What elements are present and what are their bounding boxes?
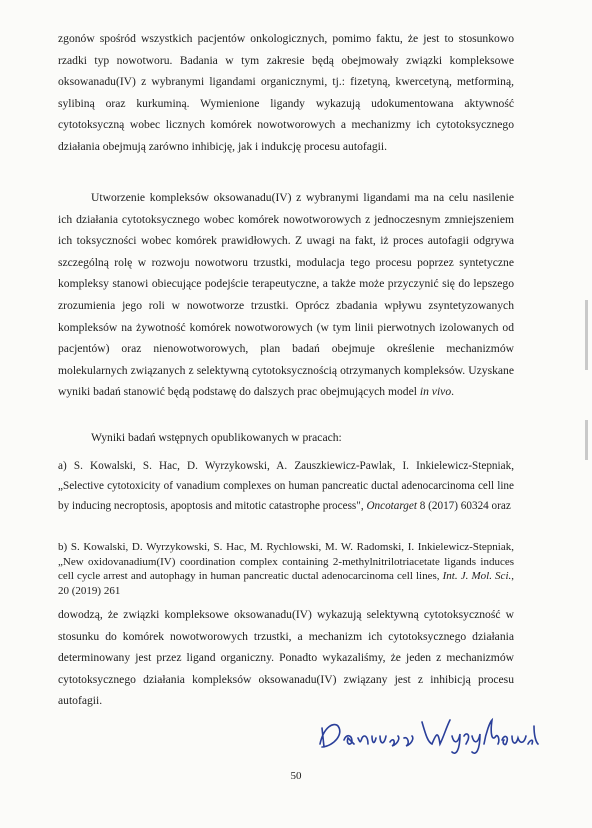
- paragraph-conclusion: dowodzą, że związki kompleksowe oksowanadu(IV) wykazują selektywną cytotoksyczność w stosunku do komórek nowotworowych trzustki, a mechanizm ich cytotoksycznego działania determinowany jest przez ligand organiczny. Ponadto wykazaliśmy, że jeden z mechanizmów cytotoksycznego działania kompleksów oksowanadu(IV) związany jest z inhibicją procesu autofagii.: [58, 608, 514, 708]
- paragraph-intro: zgonów spośród wszystkich pacjentów onkologicznych, pomimo faktu, że jest to stosunkowo rzadki typ nowotworu. Badania w tym zakresie będą obejmowały związki kompleksowe oksowanadu(IV) z wybranymi ligandami organicznymi, tj.: fizetyną, kwercetyną, metforminą, sylibiną oraz kurkuminą. Wymienione ligandy wykazują udokumentowana aktywność cytotoksyczną wobec licznych komórek nowotworowych a mechanizmy ich cytotoksycznego działania obejmują zarówno inhibicję, jak i indukcję procesu autofagii.: [58, 32, 514, 153]
- page-number: 50: [290, 770, 302, 782]
- reference-a-text: a) S. Kowalski, S. Hac, D. Wyrzykowski, A. Zauszkiewicz-Pawlak, I. Inkielewicz-Stepniak, „Selective cytotoxicity of vanadium complexes on human pancreatic ductal adenocarcinoma cell line by inducing necroptosis, apoptosis and mitotic catastrophe process",: [58, 460, 514, 512]
- reference-a-journal: Oncotarget: [366, 500, 417, 512]
- handwritten-signature: [314, 714, 540, 756]
- reference-b-rest: , 20 (2019) 261: [58, 570, 514, 597]
- scan-edge-mark: [585, 300, 588, 370]
- paragraph-publications-intro: Wyniki badań wstępnych opublikowanych w pracach:: [91, 431, 342, 444]
- reference-a-rest: 8 (2017) 60324 oraz: [419, 500, 511, 512]
- reference-b-journal: Int. J. Mol. Sci.: [442, 570, 512, 583]
- paragraph-aims-italic: in vivo: [419, 385, 452, 399]
- reference-b: [58, 540, 514, 598]
- scan-edge-mark: [585, 420, 588, 460]
- reference-a: [58, 456, 514, 516]
- reference-b-text: b) S. Kowalski, D. Wyrzykowski, S. Hac, M. Rychlowski, M. W. Radomski, I. Inkielewicz-Stepniak, „New oxidovanadium(IV) coordination complex containing 2-methylnitrilotriacetate ligands induces cell cycle arrest and autophagy in human pancreatic ductal adenocarcinoma cell lines,: [58, 541, 514, 583]
- paragraph-aims: [58, 187, 514, 403]
- paragraph-aims-end: .: [451, 385, 455, 399]
- paragraph-aims-text: Utworzenie kompleksów oksowanadu(IV) z wybranymi ligandami ma na celu nasilenie ich działania cytotoksycznego wobec komórek nowotworowych z jednoczesnym zmniejszeniem ich toksyczności wobec komórek prawidłowych. Z uwagi na fakt, iż proces autofagii odgrywa szczególną rolę w rozwoju nowotworu trzustki, modulacja tego procesu poprzez syntetyczne kompleksy stanowi obiecujące podejście terapeutyczne, a także może przyczynić się do lepszego zrozumienia jego roli w nowotworze trzustki. Oprócz zbadania wpływu zsyntetyzowanych kompleksów na żywotność komórek nowotworowych (w tym linii pierwotnych izolowanych od pacjentów) oraz nienowotworowych, plan badań obejmuje określenie mechanizmów molekularnych związanych z selektywną cytotoksycznością otrzymanych kompleksów. Uzyskane wyniki badań stanowić będą podstawę do dalszych prac obejmujących model: [58, 191, 514, 399]
